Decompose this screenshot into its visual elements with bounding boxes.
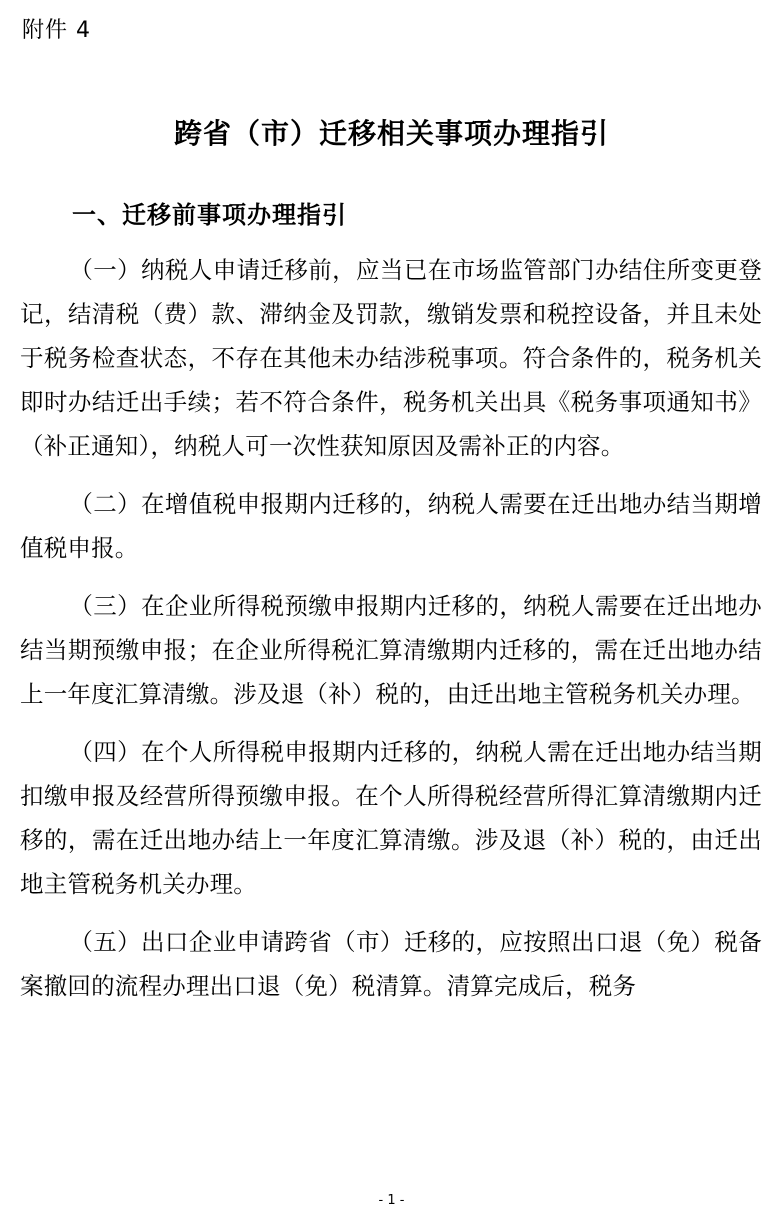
paragraph-2: （二）在增值税申报期内迁移的，纳税人需要在迁出地办结当期增值税申报。 <box>20 490 762 562</box>
document-body <box>20 248 762 1022</box>
paragraph-1: （一）纳税人申请迁移前，应当已在市场监管部门办结住所变更登记，结清税（费）款、滞纳金及罚款，缴销发票和税控设备，并且未处于税务检查状态，不存在其他未办结涉税事项。符合条件的，税务机关即时办结迁出手续；若不符合条件，税务机关出具《税务事项通知书》（补正通知），纳税人可一次性获知原因及需补正的内容。 <box>20 256 762 460</box>
section-heading: 一、迁移前事项办理指引 <box>72 201 347 229</box>
page-number: - 1 - <box>378 1193 405 1208</box>
paragraph-4: （四）在个人所得税申报期内迁移的，纳税人需在迁出地办结当期扣缴申报及经营所得预缴申报。在个人所得税经营所得汇算清缴期内迁移的，需在迁出地办结上一年度汇算清缴。涉及退（补）税的，由迁出地主管税务机关办理。 <box>20 738 762 898</box>
attachment-label: 附件 4 <box>22 18 91 43</box>
paragraph-5: （五）出口企业申请跨省（市）迁移的，应按照出口退（免）税备案撤回的流程办理出口退（免）税清算。清算完成后，税务 <box>20 928 762 1000</box>
document-title: 跨省（市）迁移相关事项办理指引 <box>173 117 609 150</box>
paragraph-3: （三）在企业所得税预缴申报期内迁移的，纳税人需要在迁出地办结当期预缴申报；在企业所得税汇算清缴期内迁移的，需在迁出地办结上一年度汇算清缴。涉及退（补）税的，由迁出地主管税务机关办理。 <box>20 592 762 708</box>
